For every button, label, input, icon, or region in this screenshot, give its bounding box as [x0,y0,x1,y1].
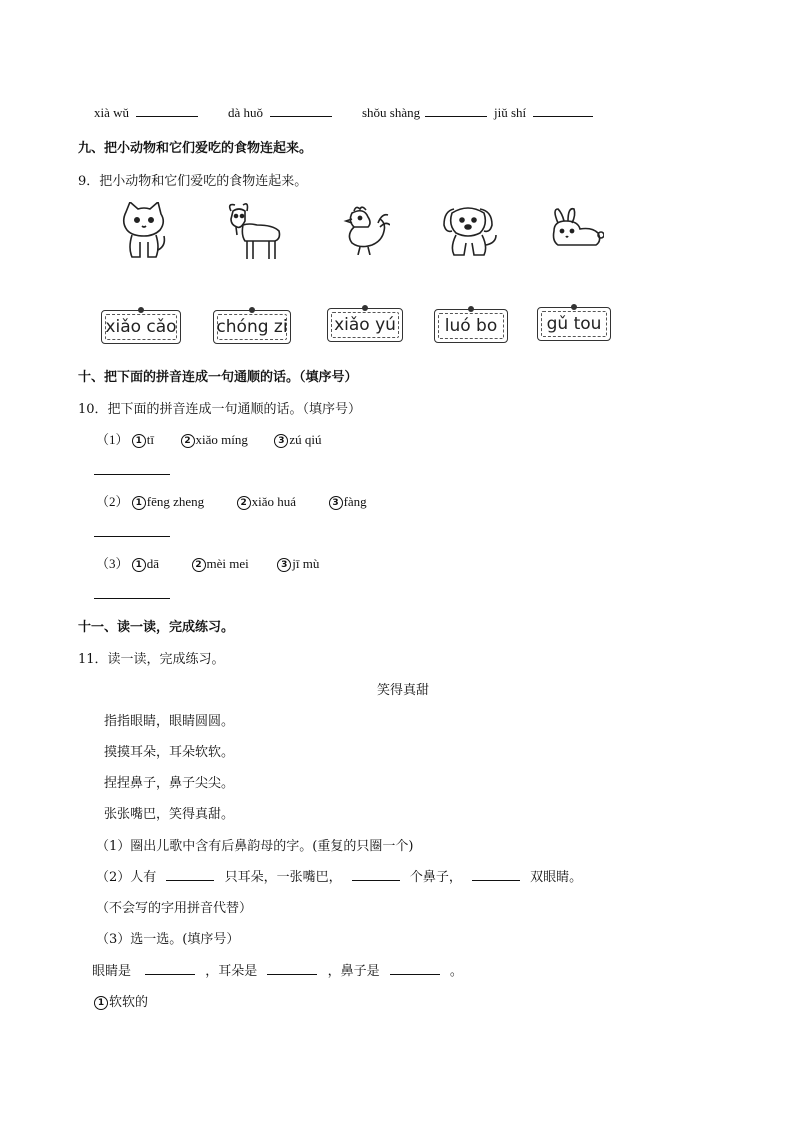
answer-blank[interactable] [425,104,487,117]
goat-icon [225,203,285,261]
section-heading: 九、把小动物和它们爱吃的食物连起来。 [78,141,313,156]
answer-line[interactable] [94,598,170,599]
sub-question: （1）圈出儿歌中含有后鼻韵母的字。(重复的只圈一个) [96,839,414,854]
item-number: （1） [96,432,129,447]
food-card[interactable] [537,307,611,341]
question-text-part: ，耳朵是 [205,964,258,979]
item-number: （3） [96,556,129,571]
pinyin-word: xiǎo huá [251,494,297,509]
item-number: （2） [96,494,129,509]
question-text-part: 个鼻子， [409,870,462,885]
pinyin-word: dà huǒ [228,105,264,120]
section-heading: 十、把下面的拼音连成一句通顺的话。（填序号） [78,370,358,385]
bow-icon [571,304,577,310]
card-label: gǔ tou [546,314,602,334]
bow-icon [249,307,255,313]
poem-line: 张张嘴巴，笑得真甜。 [104,807,235,822]
food-card[interactable] [101,310,181,344]
sentence-item [96,553,319,572]
poem-line: 捏捏鼻子，鼻子尖尖。 [104,776,235,791]
cat-icon [118,202,168,260]
question-text: 9．把小动物和它们爱吃的食物连起来。 [78,174,308,189]
rabbit-icon [548,207,604,249]
sub-question [96,866,582,885]
poem-line: 指指眼睛，眼睛圆圆。 [104,714,235,729]
card-label: xiǎo yú [334,315,396,335]
sentence-item [96,429,322,448]
answer-blank[interactable] [270,104,332,117]
pinyin-row [362,104,487,121]
pinyin-word: fàng [343,494,367,509]
section-heading: 十一、读一读，完成练习。 [78,620,235,635]
circled-number: 3 [329,496,343,510]
question-text: 10．把下面的拼音连成一句通顺的话。（填序号） [78,402,362,417]
answer-line[interactable] [94,536,170,537]
bow-icon [468,306,474,312]
question-text-part: ，鼻子是 [327,964,380,979]
question-text-part: 。 [449,964,463,979]
pinyin-word: dā [146,556,160,571]
option-item [94,991,148,1010]
poem-title: 笑得真甜 [377,683,430,698]
question-text-part: （2）人有 [96,870,157,885]
circled-number: 1 [132,558,146,572]
pinyin-word: jī mù [292,556,320,571]
pinyin-word: zú qiú [289,432,322,447]
question-text-part: 双眼睛。 [530,870,583,885]
card-label: xiǎo cǎo [105,317,177,337]
answer-blank[interactable] [136,104,198,117]
puppy-icon [440,203,500,257]
pinyin-word: tī [146,432,154,447]
pinyin-word: fēng zheng [146,494,205,509]
answer-blank[interactable] [267,962,317,975]
pinyin-word: xiǎo míng [195,432,248,447]
food-card[interactable] [327,308,403,342]
circled-number: 1 [132,434,146,448]
fill-line [92,960,463,979]
question-text-part: 眼睛是 [92,964,132,979]
circled-number: 2 [237,496,251,510]
pinyin-word: xià wǔ [94,105,130,120]
sub-question: （3）选一选。(填序号） [96,932,240,947]
pinyin-row [94,104,198,121]
circled-number: 3 [277,558,291,572]
answer-blank[interactable] [533,104,593,117]
pinyin-row [228,104,332,121]
bow-icon [138,307,144,313]
pinyin-word: shǒu shàng [362,105,421,120]
answer-blank[interactable] [166,868,214,881]
answer-blank[interactable] [145,962,195,975]
rooster-icon [338,205,390,255]
answer-blank[interactable] [472,868,520,881]
card-label: luó bo [444,316,498,336]
circled-number: 2 [181,434,195,448]
question-text: 11．读一读，完成练习。 [78,652,225,667]
answer-blank[interactable] [352,868,400,881]
note-text: （不会写的字用拼音代替） [96,901,253,916]
answer-line[interactable] [94,474,170,475]
sentence-item [96,491,367,510]
circled-number: 1 [132,496,146,510]
pinyin-word: jiǔ shí [494,105,527,120]
bow-icon [362,305,368,311]
circled-number: 2 [192,558,206,572]
question-text-part: 只耳朵，一张嘴巴， [224,870,342,885]
answer-blank[interactable] [390,962,440,975]
circled-number: 3 [274,434,288,448]
poem-line: 摸摸耳朵，耳朵软软。 [104,745,235,760]
option-text: 软软的 [109,995,149,1010]
pinyin-row [494,104,593,121]
food-card[interactable] [434,309,508,343]
card-label: chóng zi [216,317,288,337]
pinyin-word: mèi mei [206,556,249,571]
food-card[interactable] [213,310,291,344]
circled-number: 1 [94,996,108,1010]
